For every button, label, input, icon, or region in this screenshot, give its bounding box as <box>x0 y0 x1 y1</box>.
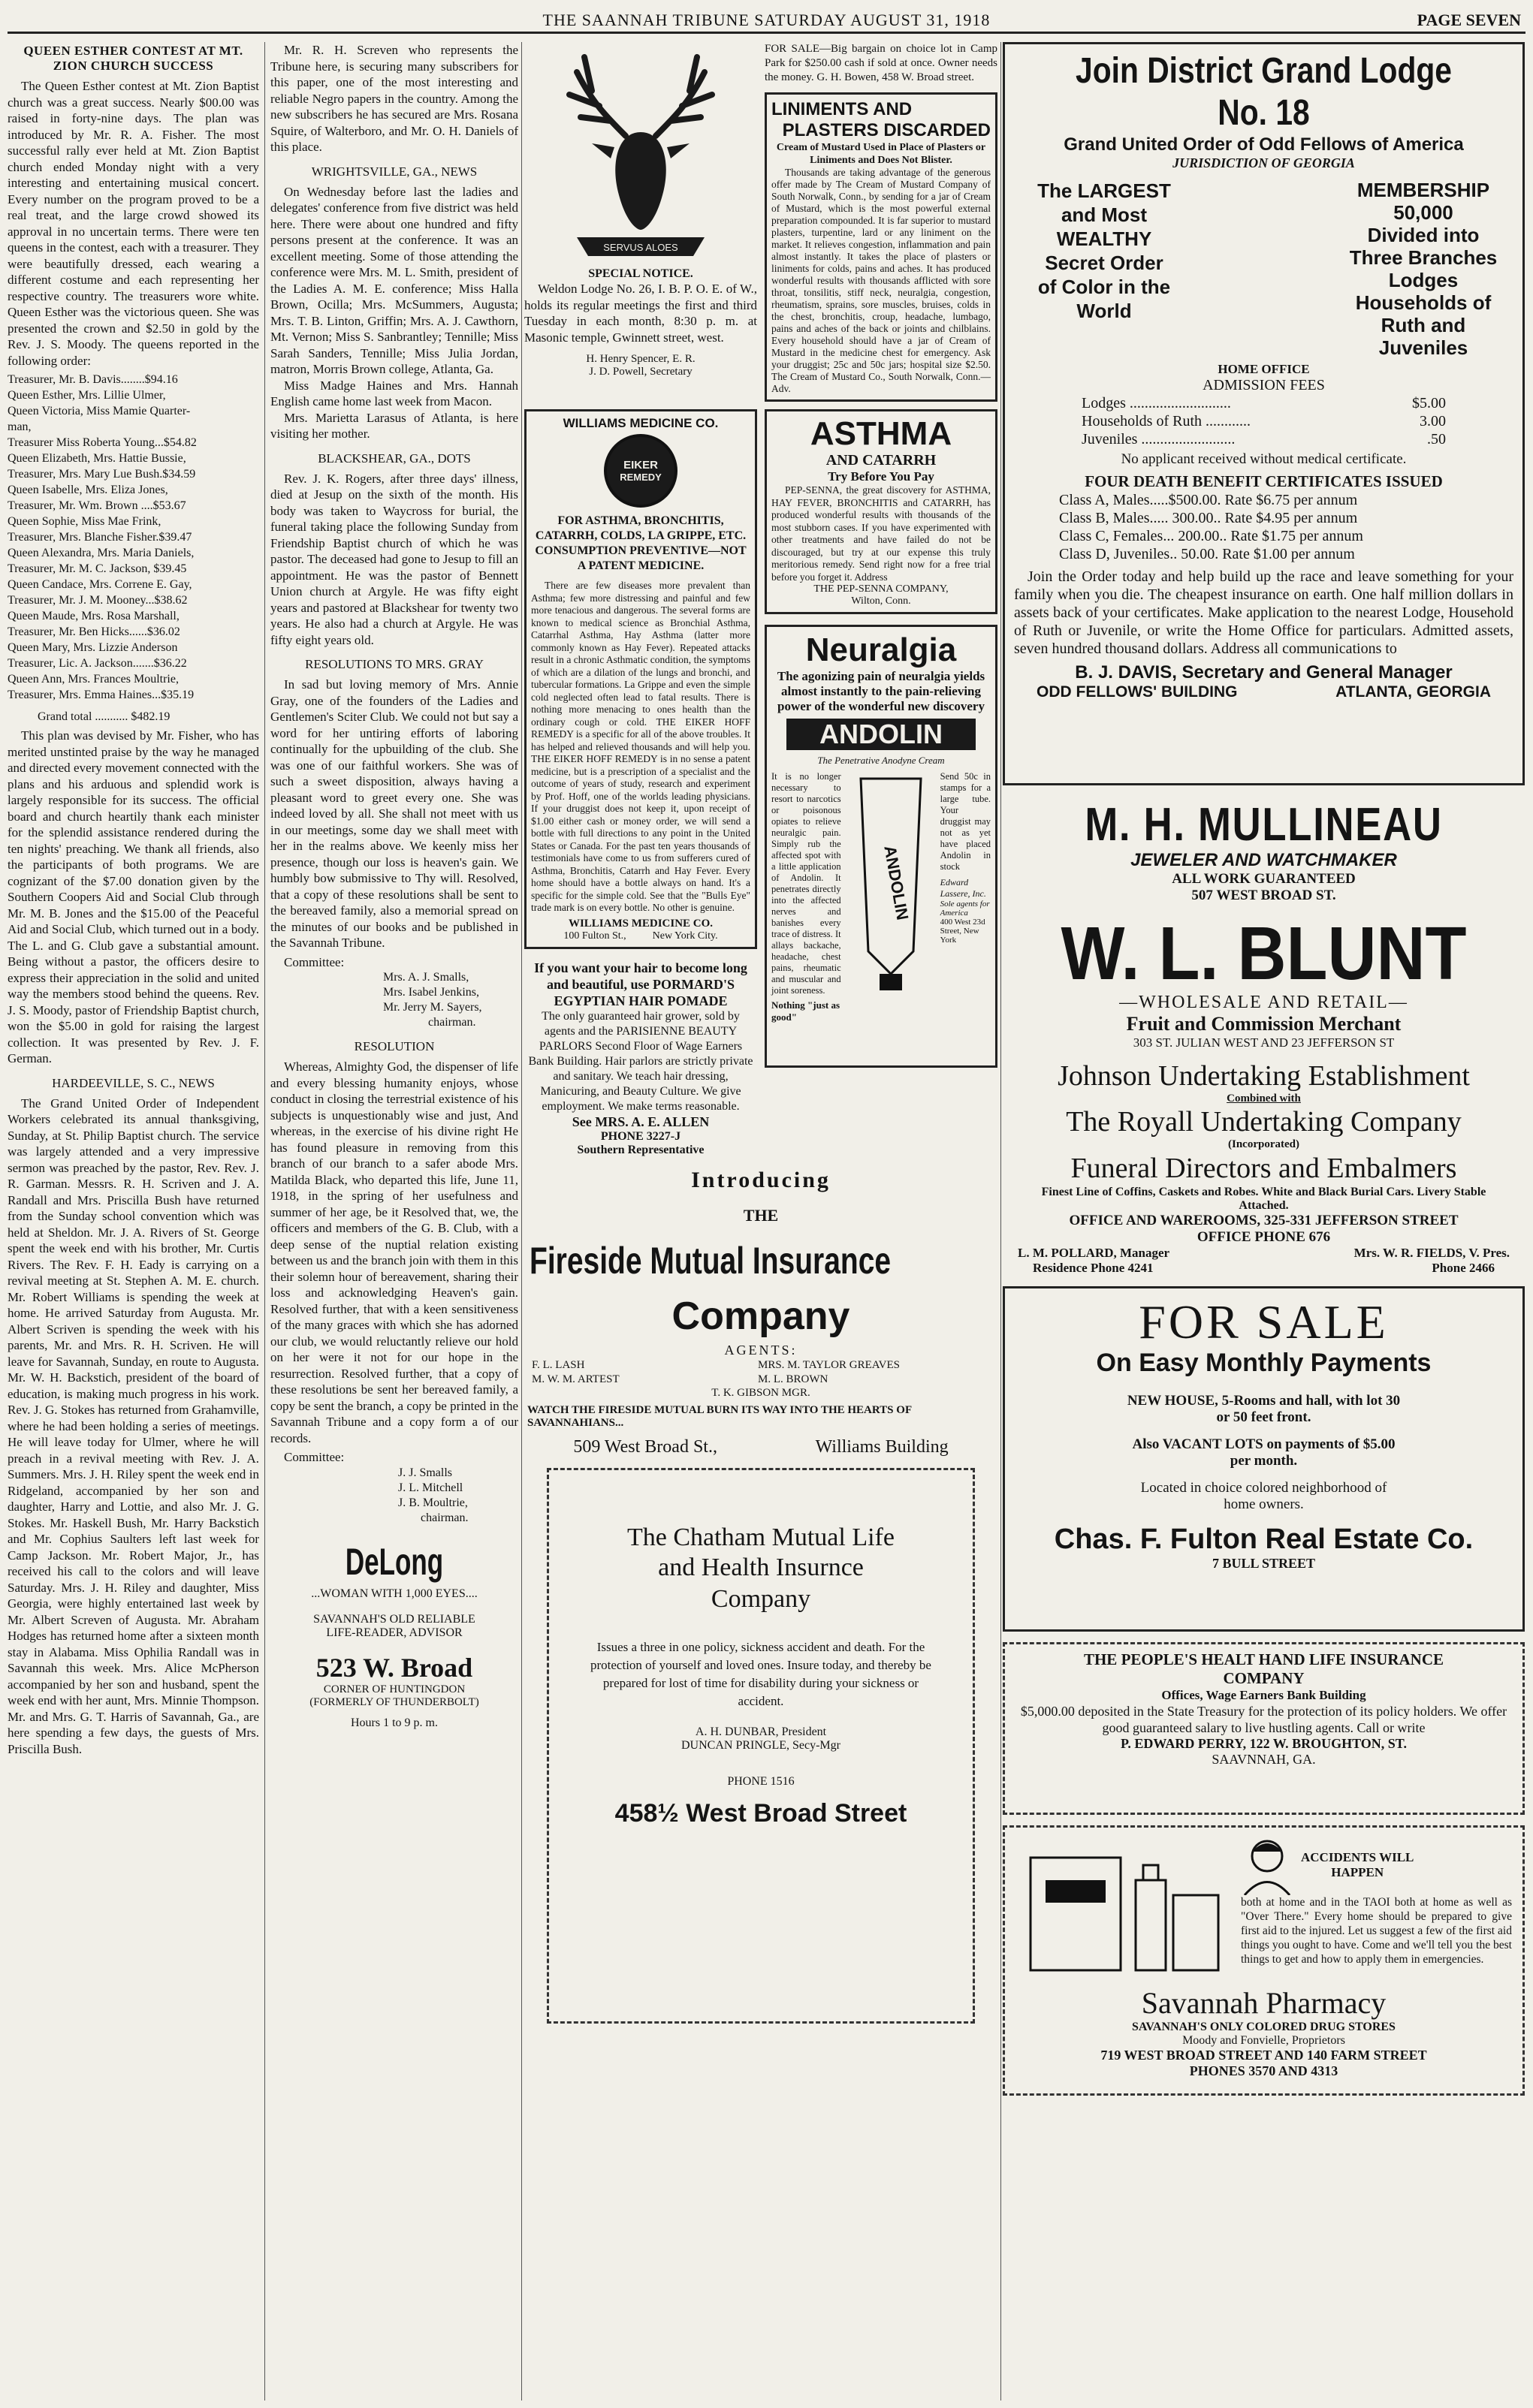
ledger-line: Treasurer, Mrs. Mary Lue Bush.$34.59 <box>8 468 196 481</box>
fireside-intro: Introducing <box>691 1167 831 1192</box>
ledger-line: Queen Esther, Mrs. Lillie Ulmer, <box>8 389 166 402</box>
signer: Mrs. Isabel Jenkins, <box>383 986 479 999</box>
fireside-ad <box>524 1168 997 1457</box>
column-4 <box>1003 42 1525 2400</box>
chatham-officer: DUNCAN PRINGLE, Secy-Mgr <box>681 1738 840 1752</box>
asthma-sub: AND CATARRH <box>825 452 937 469</box>
signers <box>270 1466 518 1526</box>
peoples-sig: P. EDWARD PERRY, 122 W. BROUGHTON, ST. <box>1121 1736 1407 1751</box>
liniments-title: PLASTERS DISCARDED <box>782 120 991 140</box>
ledger-line: Queen Candace, Mrs. Correne E. Gay, <box>8 578 192 591</box>
pharmacy-top <box>1015 1835 1512 1985</box>
peoples-title: THE PEOPLE'S HEALT HAND LIFE INSURANCE <box>1083 1650 1444 1668</box>
column-3 <box>524 42 997 2400</box>
ledger-line: Queen Elizabeth, Mrs. Hattie Bussie, <box>8 452 186 465</box>
johnson-name: Johnson Undertaking Establishment <box>1058 1060 1470 1092</box>
delong-sub: LIFE-READER, ADVISOR <box>326 1626 463 1639</box>
lodge-nocert: No applicant received without medical certificate. <box>1121 451 1407 467</box>
mullineau-guar: ALL WORK GUARANTEED <box>1172 871 1356 887</box>
lodge-sub: Grand United Order of Odd Fellows of America <box>1064 134 1464 155</box>
lodge-line: MEMBERSHIP <box>1356 179 1490 201</box>
column-1 <box>8 42 259 2400</box>
class-list <box>1014 491 1513 563</box>
article-body: The Queen Esther contest at Mt. Zion Baptist church was a great success. Nearly $00.00 was raised in forty-nine days. The plan was introduced by Mr. R. A. Fisher. The most successful rally ever held at Mt. Zion Baptist church ended Monday night with a very interesting and entertaining musical concert. Every number on the program proved to be a real treat, and the large crowd showed its approval in no uncertain terms. There were ten queens in the contest, each with a treasurer. They were beautifully dressed, each wearing a different costume and each representing her respective country. The treasurers wore white. Queen Esther was the victorious queen. She was presented the crown and $2.50 in gold by the Rev. J. S. Moody. The queens reported in the following order: <box>8 79 259 368</box>
chatham-name: Company <box>711 1584 811 1613</box>
pomade-see: See MRS. A. E. ALLEN <box>572 1114 710 1129</box>
chatham-body: Issues a three in one policy, sickness accident and death. For the protection of yourself and loved ones. Insure today, and thereby be prepared for lost of time for disability during your sickness or accident. <box>590 1639 931 1708</box>
signers <box>270 970 518 1030</box>
peoples-office: Offices, Wage Earners Bank Building <box>1161 1688 1366 1702</box>
fireside-watch: WATCH THE FIRESIDE MUTUAL BURN ITS WAY INTO THE HEARTS OF SAVANNAHIANS... <box>527 1403 912 1429</box>
neuralgia-send-col <box>940 771 991 1023</box>
elk-banner-text: SERVUS ALOES <box>603 242 678 253</box>
fulton-sub: On Easy Monthly Payments <box>1096 1349 1432 1377</box>
column-rule <box>521 42 522 2400</box>
agent: M. W. M. ARTEST <box>532 1373 620 1385</box>
maker: Sole agents for America <box>940 900 990 918</box>
delong-address: 523 W. Broad <box>315 1652 473 1683</box>
johnson-office: OFFICE AND WAREROOMS, 325-331 JEFFERSON STREET <box>1069 1213 1459 1228</box>
fee-row <box>1082 394 1446 412</box>
fee-label: Juveniles ......................... <box>1082 431 1236 448</box>
elk-head-icon <box>547 42 735 267</box>
johnson-staff <box>1003 1246 1525 1261</box>
fireside-building: Williams Building <box>815 1436 949 1457</box>
article-body: In sad but loving memory of Mrs. Annie Gray, one of the founders of the Ladies and Gentlemen's Sciter Club. We could not but say a word for her untiring efforts of laboring continually for the upbuilding of the club. She was one of our faithful workers. She was of such a sweet disposition, always having a pleasant word to greet every one. She was indeed loved by all. She shall not meet with us in our meetings, some day we shall meet with her in the realms above. We keenly miss her presence, though our loss is heaven's gain. We humbly bow submissive to Thy will. Resolved, that a copy of these resolutions shall be sent to the bereaved family, also a memorial spread on the minutes of our books and be published in the Savannah Tribune. <box>270 677 518 950</box>
andolin-brand: ANDOLIN <box>786 719 976 750</box>
lodge-line: of Color in the <box>1037 276 1171 298</box>
johnson-finest: Finest Line of Coffins, Caskets and Robes. White and Black Burial Cars. Livery Stable Attached. <box>1041 1186 1486 1212</box>
delong-formerly: (FORMERLY OF THUNDERBOLT) <box>309 1695 479 1708</box>
fee-row <box>1082 412 1446 430</box>
neuralgia-body-row <box>771 771 991 1023</box>
signer: Mrs. A. J. Smalls, <box>383 971 469 984</box>
ledger-line: Queen Mary, Mrs. Lizzie Anderson <box>8 641 178 654</box>
fulton-ad <box>1003 1286 1525 1632</box>
ledger-line: Queen Isabelle, Mrs. Eliza Jones, <box>8 484 168 496</box>
fee-row <box>1082 430 1446 448</box>
lodge-bottom <box>1014 683 1513 701</box>
lodge-line: WEALTHY <box>1056 228 1152 250</box>
andolin-cap: The Penetrative Anodyne Cream <box>817 755 945 766</box>
lodge-sig: B. J. DAVIS, Secretary and General Manager <box>1075 662 1453 683</box>
williams-head: FOR ASTHMA, BRONCHITIS, CATARRH, COLDS, LA GRIPPE, ETC. CONSUMPTION PREVENTIVE—NOT A PATENT MEDICINE. <box>535 514 747 572</box>
pomade-head: If you want your hair to become long and beautiful, use PORMARD'S EGYPTIAN HAIR POMADE <box>534 960 747 1008</box>
signer: Mr. Jerry M. Sayers, <box>383 1001 482 1014</box>
column-2 <box>270 42 518 2400</box>
ledger-line: Treasurer, Lic. A. Jackson.......$36.22 <box>8 657 187 670</box>
fulton-addr: 7 BULL STREET <box>1212 1556 1316 1571</box>
liniments-body: Thousands are taking advantage of the generous offer made by The Cream of Mustard Company of South Norwalk, Conn., by sending for a jar of Cream of Mustard, which is the most powerful external preparation compounded. It is far superior to mustard plasters, turpentine, lard or any liniment on the market. It relieves congestion, inflammation and pain almost instantly. It takes the place of plasters or liniments for colds, pains and aches. It has produced wonderful results with thousands afflicted with sore throat, tonsilitis, stiff neck, neuralgia, congestion, rheumatism, sprains, sore muscles, bruises, colds in the chest, bronchitis, croup, headache, lumbago, pains and aches of the back or joints and chilblains. Every household should have a jar of Cream of Mustard in the medicine chest for emergency. Ask your druggist; 25c and 50c jars; hospital size $2.50. The Cream of Mustard Co., South Norwalk, Conn.—Adv. <box>771 167 991 394</box>
right-stack <box>765 409 997 1160</box>
peoples-ad <box>1003 1642 1525 1815</box>
agent: F. L. LASH <box>532 1358 585 1371</box>
blunt-trade: Fruit and Commission Merchant <box>1126 1013 1402 1035</box>
pomade-ad <box>524 957 757 1160</box>
fireside-address: 509 West Broad St., <box>573 1436 717 1457</box>
fee-table <box>1014 394 1513 448</box>
ledger-line: Queen Victoria, Miss Mamie Quarter- <box>8 405 191 417</box>
fireside-mgr: T. K. GIBSON MGR. <box>711 1386 810 1399</box>
johnson-rphone: Phone 2466 <box>1432 1261 1495 1275</box>
fireside-agent-list <box>524 1358 997 1387</box>
seal-text: EIKER <box>623 459 658 472</box>
lodge-office: HOME OFFICE <box>1218 362 1310 376</box>
neuralgia-sub: The agonizing pain of neuralgia yields almost instantly to the pain-relieving power of the wonderful new discovery <box>777 669 985 713</box>
pomade-body: The only guaranteed hair grower, sold by agents and the PARISIENNE BEAUTY PARLORS Second Floor of Wage Earners Bank Building. Hair parlors are strictly private and sanitary. We teach hair dressing, Manicuring, and Beauty Culture. We give employment. We make terms reasonable. <box>528 1009 753 1113</box>
fee-value: 3.00 <box>1420 413 1446 429</box>
delong-name: DeLong <box>345 1540 444 1583</box>
chatham-address: 458½ West Broad Street <box>614 1798 907 1828</box>
ledger-line: Treasurer, Mrs. Emma Haines...$35.19 <box>8 689 195 701</box>
article-title: QUEEN ESTHER CONTEST AT MT. ZION CHURCH SUCCESS <box>23 44 243 73</box>
lodge-banner <box>1014 179 1513 359</box>
lodge-city: ATLANTA, GEORGIA <box>1335 683 1491 701</box>
article-title: RESOLUTIONS TO MRS. GRAY <box>305 657 484 671</box>
blunt-name: W. L. BLUNT <box>1061 912 1467 996</box>
neuralgia-body: It is no longer necessary to resort to narcotics or poisonous opiates to relieve neuralgic pain. Simply rub the affected spot with a little application of Andolin. It penetrates directly into the affected nerves and banishes every trace of distress. It allays backache, headache, chest pains, rheumatic and muscular and joint soreness. <box>771 771 841 996</box>
johnson-fun: Funeral Directors and Embalmers <box>1070 1153 1457 1184</box>
liniments-title: LINIMENTS AND <box>771 99 913 119</box>
williams-arc: WILLIAMS MEDICINE CO. <box>563 416 719 430</box>
williams-body: There are few diseases more prevalent than Asthma; few more distressing and painful and few more tenacious and dangerous. The several forms are known to medical science as Bronchial Asthma, Catarrhal Asthma, Hay Asthma (latter more commonly known as Hay Fever). Repeated attacks result in a chronic Asthmatic condition, the symptoms of which are a dilation of the lungs and bronchi, and tubercular formations. La Grippe and even the simple cold neglected often lead to fatal results. There is nothing more menacing to ones health than the ordinary cough or cold. THE EIKER HOFF REMEDY is a specific for all of the above troubles. It has helped and relieved thousands and will help you. THE EIKER HOFF REMEDY is in no sense a patent medicine, but is a prescription of a specialist and the outcome of years of study, research and experiment by Prof. Hoff, one of the worlds leading physicians. If your druggist does not keep it, upon receipt of $1.00 either cash or money order, we will send a bottle with full directions to any point in the United States or Canada. For the past ten years thousands of testimonials have come to us from sufferers cured of Asthma, Bronchitis, Catarrh and Hay Fever. Every home should have a bottle always on hand. It's a specific for the simple cold. See that the "Bulls Eye" trade mark is on every bottle. No other is genuine. <box>531 580 750 913</box>
fireside-agents: AGENTS: <box>724 1342 798 1358</box>
johnson-vp: Mrs. W. R. FIELDS, V. Pres. <box>1353 1246 1510 1260</box>
signer: chairman. <box>421 1511 469 1524</box>
pharmacy-head <box>1241 1835 1512 1895</box>
williams-address: 100 Fulton St., New York City. <box>563 930 718 942</box>
ledger-line: Queen Sophie, Miss Mae Frink, <box>8 515 161 528</box>
delong-hours: Hours 1 to 9 p. m. <box>351 1716 438 1729</box>
ledger-line: Treasurer, Mr. J. M. Mooney...$38.62 <box>8 594 188 607</box>
committee-label: Committee: <box>284 954 345 969</box>
royall-inc: (Incorporated) <box>1228 1138 1299 1150</box>
lodge-building: ODD FELLOWS' BUILDING <box>1037 683 1238 701</box>
williams-address: WILLIAMS MEDICINE CO. <box>568 917 714 930</box>
seal-text: REMEDY <box>620 472 662 483</box>
peoples-body: $5,000.00 deposited in the State Treasury for the protection of its policy holders. We offer good guaranteed salary to live hustling agents. Call or write <box>1020 1704 1507 1735</box>
notice-title: SPECIAL NOTICE. <box>588 267 693 280</box>
lodge-line: Juveniles <box>1378 336 1468 359</box>
article-body: Mr. R. H. Screven who represents the Tribune here, is securing many subscribers for this paper, one of the most interesting and reliable Negro papers in the country. Among the new subscribers he has secured are Mrs. Rosana Squire, of Walterboro, and Mr. O. H. Daniels of this place. <box>270 43 518 154</box>
lodge-line: Households of <box>1355 291 1492 314</box>
lodge-left-copy <box>1014 179 1194 359</box>
committee-label: Committee: <box>284 1450 345 1464</box>
lodge-title: Join District Grand Lodge No. 18 <box>1076 51 1452 133</box>
delong-sub: SAVANNAH'S OLD RELIABLE <box>313 1612 475 1626</box>
fireside-name-row <box>524 1193 997 1293</box>
asthma-try: Try Before You Pay <box>828 469 934 484</box>
delong-corner: CORNER OF HUNTINGDON <box>323 1683 466 1695</box>
neuralgia-ad <box>765 625 997 1068</box>
williams-ad <box>524 409 757 949</box>
ledger-line: Queen Ann, Mrs. Frances Moultrie, <box>8 673 179 686</box>
ledger-line: Queen Alexandra, Mrs. Maria Daniels, <box>8 547 195 559</box>
article-title: BLACKSHEAR, GA., DOTS <box>318 451 471 466</box>
neuralgia-send: Send 50c in stamps for a large tube. Your druggist may not as yet have placed Andolin in stock <box>940 771 991 872</box>
chatham-ad <box>547 1468 975 2024</box>
johnson-phone: OFFICE PHONE 676 <box>1197 1229 1331 1245</box>
blunt-addr: 303 ST. JULIAN WEST AND 23 JEFFERSON ST <box>1133 1035 1395 1050</box>
fireside-company: Company <box>671 1294 850 1338</box>
lodge-juris: JURISDICTION OF GEORGIA <box>1172 155 1355 170</box>
signer: chairman. <box>428 1016 476 1029</box>
asthma-ad <box>765 409 997 614</box>
johnson-phones <box>1003 1261 1525 1276</box>
peoples-city: SAAVNNAH, GA. <box>1212 1752 1316 1767</box>
pharmacy-ad <box>1003 1825 1525 2096</box>
ledger-line: Treasurer, Mr. B. Davis........$94.16 <box>8 373 178 386</box>
agent: MRS. M. TAYLOR GREAVES <box>758 1358 900 1371</box>
pomade-phone: PHONE 3227-J <box>600 1129 681 1143</box>
pharmacy-only: SAVANNAH'S ONLY COLORED DRUG STORES <box>1132 2021 1396 2033</box>
article-body: Mrs. Marietta Larasus of Atlanta, is here visiting her mother. <box>270 410 518 441</box>
liniments-ad <box>765 92 997 402</box>
lodge-line: 50,000 <box>1393 201 1453 224</box>
article-body: This plan was devised by Mr. Fisher, who has merited unstinted praise by the way he managed and directed every movement connected with the plans and his arduous and splendid work is largely responsible for its success. The official board and church heartily thank each minister for the splendid assistance rendered during the ten nights' preaching. We thank all friends, also the participants of both programs. We are cognizant of the $7.00 donation given by the Southern Coopers Aid and Social Club through Mr. M. B. Jones and the $15.00 of the Peaceful Aid and Social Club, which turned out in a body. The L. and G. Club gave a substantial amount. Being without a pastor, the officers desire to express their appreciation in the solid and united way the members stood behind the queens. Rev. J. S. Moody, pastor of Friendship Baptist church, won the $5.00 in gold for raising the largest collection. It was presented by Rev. J. F. German. <box>8 728 259 1065</box>
andolin-tube-icon <box>846 771 936 996</box>
class-row: Class B, Males..... 300.00.. Rate $4.95 per annum <box>1059 510 1358 526</box>
class-row: Class D, Juveniles.. 50.00. Rate $1.00 per annum <box>1059 546 1355 562</box>
chatham-name: and Health Insurnce <box>658 1553 864 1581</box>
lodge-death: FOUR DEATH BENEFIT CERTIFICATES ISSUED <box>1085 472 1443 490</box>
agent: M. L. BROWN <box>758 1373 828 1385</box>
chatham-phone: PHONE 1516 <box>727 1774 795 1788</box>
blunt-sub: —WHOLESALE AND RETAIL— <box>1119 993 1408 1012</box>
mullineau-name: M. H. MULLINEAU <box>1085 799 1443 851</box>
article-title: HARDEEVILLE, S. C., NEWS <box>52 1075 215 1090</box>
tube-label: ANDOLIN <box>880 844 913 922</box>
fireside-address-row <box>524 1437 997 1457</box>
fireside-the: THE <box>743 1205 779 1225</box>
asthma-body: PEP-SENNA, the great discovery for ASTHMA, HAY FEVER, BRONCHITIS and CATARRH, has produced wonderful results with thousands of the most stubborn cases. If you have experimented with other treatments and have failed do not be discouraged, but try at our expense this truly meritorious remedy. Send right now for a free trial before you forget it. Address <box>771 484 991 583</box>
johnson-rphone: Residence Phone 4241 <box>1033 1261 1154 1275</box>
notice-sig: J. D. Powell, Secretary <box>589 366 693 378</box>
lodge-fees: ADMISSION FEES <box>1203 377 1325 393</box>
odd-fellows-ad <box>1003 42 1525 785</box>
asthma-address: THE PEP-SENNA COMPANY, <box>813 583 949 595</box>
lodge-line: World <box>1076 300 1132 322</box>
masthead-title: THE SAANNAH TRIBUNE SATURDAY AUGUST 31, 1918 <box>542 11 991 29</box>
fee-label: Households of Ruth ............ <box>1082 413 1251 429</box>
tube-art <box>846 771 936 1023</box>
neuralgia-text-col <box>771 771 841 1023</box>
pharmacy-name: Savannah Pharmacy <box>1141 1986 1387 2020</box>
ledger-line: Treasurer, Mr. M. C. Jackson, $39.45 <box>8 562 187 575</box>
pharmacy-phones: PHONES 3570 AND 4313 <box>1189 2063 1338 2078</box>
delong-tag: ...WOMAN WITH 1,000 EYES.... <box>311 1587 478 1600</box>
lodge-body: Join the Order today and help build up the race and leave something for your family when you die. The cheapest insurance on earth. One half million dollars in assets back of your certificates. Make application to the nearest Lodge, Household of Ruth or Juvenile, or write the Home Office for particulars. Admitted assets, seven hundred thousand dollars. Address all communications to <box>1014 568 1513 657</box>
peoples-title: COMPANY <box>1223 1669 1305 1687</box>
for-sale-classified: FOR SALE—Big bargain on choice lot in Camp Park for $250.00 cash if sold at once. Owner needs the money. G. H. Bowen, 458 W. Broad street. <box>765 43 997 83</box>
fee-value: .50 <box>1427 431 1446 448</box>
pomade-rep: Southern Representative <box>577 1143 705 1156</box>
contest-ledger <box>8 372 259 703</box>
signer: J. J. Smalls <box>398 1466 453 1479</box>
blunt-ad <box>1003 912 1525 1050</box>
ledger-line: Treasurer, Mr. Wm. Brown ....$53.67 <box>8 499 186 512</box>
lodge-line: The LARGEST <box>1037 179 1171 202</box>
ledger-line: man, <box>8 420 32 433</box>
pharmacy-props: Moody and Fonvielle, Proprietors <box>1182 2034 1345 2047</box>
ledger-line: Treasurer, Mrs. Blanche Fisher.$39.47 <box>8 531 192 544</box>
signer: J. B. Moultrie, <box>398 1496 468 1509</box>
pharmacy-copy <box>1241 1835 1512 1985</box>
johnson-mgr: L. M. POLLARD, Manager <box>1018 1246 1170 1260</box>
pharmacy-addr: 719 WEST BROAD STREET AND 140 FARM STREET <box>1100 2048 1427 2063</box>
neuralgia-title: Neuralgia <box>805 631 957 668</box>
article-body: Rev. J. K. Rogers, after three days' illness, died at Jesup on the sixth of the month. His body was taken to Waycross for burial, the funeral taking place the following Sunday from Friendship Baptist church of which he was pastor. The deceased had gone to Jesup to fill an appointment. He was the pastor of Bennett Union church at Argyle. He was fifty eight years and pastored at Blackshear for twenty two years. He also had a church at Argyle. He was fifty eight years old. <box>270 471 518 647</box>
fulton-house: NEW HOUSE, 5-Rooms and hall, with lot 30 or 50 feet front. <box>1127 1393 1401 1425</box>
ledger-line: Queen Maude, Mrs. Rosa Marshall, <box>8 610 180 622</box>
pharmacy-acc: HAPPEN <box>1331 1865 1384 1879</box>
fulton-lots: Also VACANT LOTS on payments of $5.00 per month. <box>1132 1436 1396 1469</box>
maker: Edward Lassere, Inc. <box>940 877 986 899</box>
asthma-title: ASTHMA <box>810 415 952 452</box>
article-body: Whereas, Almighty God, the dispenser of life and every blessing humanity enjoys, whose conduct in closing the terrestrial existence of his subjects is unquestionably wise and just, And whereas, in the exercise of his divine right He has found pleasure in removing from this branch of our branch to a safer abode Mrs. Matilda Black, who departed this life, June 11, 1918, in the spring of her usefulness and summer of her age, be it Resolved that, we, the officers and members of the G. B. Club, with a deep sense of the nuptial relation existing between us and the branch join with them in this their solemn hour of bereavement, sharing their loss and acknowledging Heaven's gain. Resolved further, that with a keen sensitiveness of the many graces with which she has adorned our club, we would reluctantly relieve our hold on her were it not for our hope in the resurrection. Resolved further, that a copy of these resolutions be sent her bereaved family, a copy be sent the branch, a copy be printed in the Savannah Tribune and a copy form a of our records. <box>270 1059 518 1445</box>
signer: J. L. Mitchell <box>398 1481 463 1494</box>
ledger-line: Treasurer, Mr. Ben Hicks......$36.02 <box>8 625 180 638</box>
top-row <box>524 42 997 402</box>
article-body: On Wednesday before last the ladies and delegates' conference from five district was held here. There were about one hundred and fifty persons present at the conference. It was an excellent meeting. Some of those attending the conference were Mrs. M. L. Smith, president of the Ladies A. M. E. conference; Miss Halla Brown, Ocilla; Mrs. McSummers, Augusta; Mrs. T. B. Linton, Griffin; Mrs. A. J. Cawthorn, Mt. Vernon; Miss S. Sanbrantley; Tennille; Miss Sarah Sanders, Tennille; Miss Julia Jordan, matron, Morris Brown college, Atlanta, Ga. <box>270 184 518 376</box>
chatham-officer: A. H. DUNBAR, President <box>695 1725 827 1738</box>
fireside-name: Fireside Mutual Insurance <box>529 1239 891 1282</box>
article-title: RESOLUTION <box>354 1039 435 1053</box>
grand-total: Grand total ........... $482.19 <box>38 710 171 723</box>
fee-label: Lodges ........................... <box>1082 395 1231 411</box>
middle-row <box>524 409 997 1160</box>
first-aid-kit-icon <box>1015 1835 1233 1985</box>
pharmacy-body: both at home and in the TAOI both at home as well as "Over There." Every home should be prepared to give first aid to the injured. Let us suggest a few of the first aid things you ought to have. Come and we'll tell you the best things to get and how to apply them in emergencies. <box>1241 1896 1512 1966</box>
ledger-line: Treasurer Miss Roberta Young...$54.82 <box>8 436 197 449</box>
lodge-line: Divided into <box>1367 224 1480 246</box>
lodge-line: Secret Order <box>1045 252 1163 274</box>
royall-name: The Royall Undertaking Company <box>1066 1106 1462 1138</box>
lodge-line: Three Branches <box>1349 246 1498 269</box>
mullineau-ad <box>1003 800 1525 904</box>
eiker-seal-icon <box>604 434 677 508</box>
left-stack <box>524 409 757 1160</box>
article-body: The Grand United Order of Independent Workers celebrated its annual thanksgiving, Sunday, at St. Philip Baptist church. The service was largely attended and a very impressive sermon was preached by the pastor, Rev. Rev. J. R. Garman. Messrs. R. H. Scriven and J. A. Randall and Mrs. Priscilla Bush have returned from the Sunday school convention which was held at Sheldon. Mr. J. A. Rivers of St. George spent the week end with his brother, Mr. Curtis Rivers. The Rev. F. H. Eady is carrying on a revival meeting at St. Stephen A. M. E. church. Mr. Robert Williams is spending the week at home. He arrived Saturday from Augusta. Mr. Albert Scriven is spending the week with his parents, Mr. and Mrs. R. H. Scriven. He will leave for Savannah, Sunday, en route to Augusta. Mr. W. H. Backstich, president of the board of education, is making much progress in his work. Rev. J. G. Stokes has returned from Grahamville, where he had been holding a series of meetings. He will leave today for Ulmer, where he will preach in a revival meeting with Rev. J. A. Summers. Mrs. J. H. Riley spent the week end in Ridgeland, accompanied by her son and daughter, Harry and Lottie, and also Mr. J. G. Stokes. Mr. Haskell Bush, Mr. Harry Backstich and Mr. Cophius Saulters left last week for Camp Jackson. Mr. Robert Major, Jr., has received his call to the colors and will leave Saturday. Mrs. J. H. Riley and daughter, Miss Georgia, were highly entertained last week by Mr. Albert Screven of Augusta. Mr. Abraham Hodges has returned home after a sixteen month stay in Alabama. Miss Ophilia Randall was in Savannah this week. Mrs. Alice McPherson accompanied by her son and husband, spent the week end with her aunt, Mrs. Minnie Thompson. Mr. and Mrs. G. T. Harris of Savannah, Ga., are here spending a few days, the guests of Mrs. Priscilla Bush. <box>8 1096 259 1756</box>
delong-ad <box>270 1541 518 1730</box>
lodge-right-copy <box>1333 179 1513 359</box>
mullineau-sub: JEWELER AND WATCHMAKER <box>1130 850 1397 870</box>
fulton-title: FOR SALE <box>1139 1295 1389 1349</box>
column-rule <box>1000 42 1001 2400</box>
johnson-comb: Combined with <box>1227 1092 1301 1105</box>
chatham-name: The Chatham Mutual Life <box>627 1523 895 1551</box>
masthead <box>8 5 1525 34</box>
notice-sig: H. Henry Spencer, E. R. <box>586 353 696 365</box>
article-title: WRIGHTSVILLE, GA., NEWS <box>311 164 478 179</box>
maker: 400 West 23d Street, New York <box>940 918 985 945</box>
asthma-address: Wilton, Conn. <box>851 595 911 607</box>
lodge-line: Ruth and <box>1381 314 1466 336</box>
mullineau-addr: 507 WEST BROAD ST. <box>1191 888 1336 903</box>
pharmacy-acc: ACCIDENTS WILL <box>1301 1850 1414 1864</box>
right-stack <box>765 42 997 402</box>
column-rule <box>264 42 265 2400</box>
man-portrait-icon <box>1241 1835 1293 1895</box>
elks-notice <box>524 42 757 402</box>
page-number: PAGE SEVEN <box>1417 11 1521 29</box>
fulton-loc: Located in choice colored neighborhood of home owners. <box>1140 1480 1387 1512</box>
article-body: Miss Madge Haines and Mrs. Hannah English came home last week from Macon. <box>270 378 518 408</box>
lodge-line: and Most <box>1061 203 1148 226</box>
neuralgia-good: Nothing "just as good" <box>771 999 840 1023</box>
lodge-line: Lodges <box>1388 269 1459 291</box>
liniments-sub: Cream of Mustard Used in Place of Plasters or Liniments and Does Not Blister. <box>776 142 986 166</box>
notice-body: Weldon Lodge No. 26, I. B. P. O. E. of W., holds its regular meetings the first and third Tuesday in each month, 8:30 p. m. at Masonic temple, Gwinnett street, west. <box>524 282 757 345</box>
fee-value: $5.00 <box>1412 395 1446 411</box>
class-row: Class C, Females... 200.00.. Rate $1.75 per annum <box>1059 528 1363 544</box>
fulton-name: Chas. F. Fulton Real Estate Co. <box>1054 1523 1474 1555</box>
class-row: Class A, Males.....$500.00. Rate $6.75 per annum <box>1059 492 1358 508</box>
johnson-ad <box>1003 1059 1525 1276</box>
